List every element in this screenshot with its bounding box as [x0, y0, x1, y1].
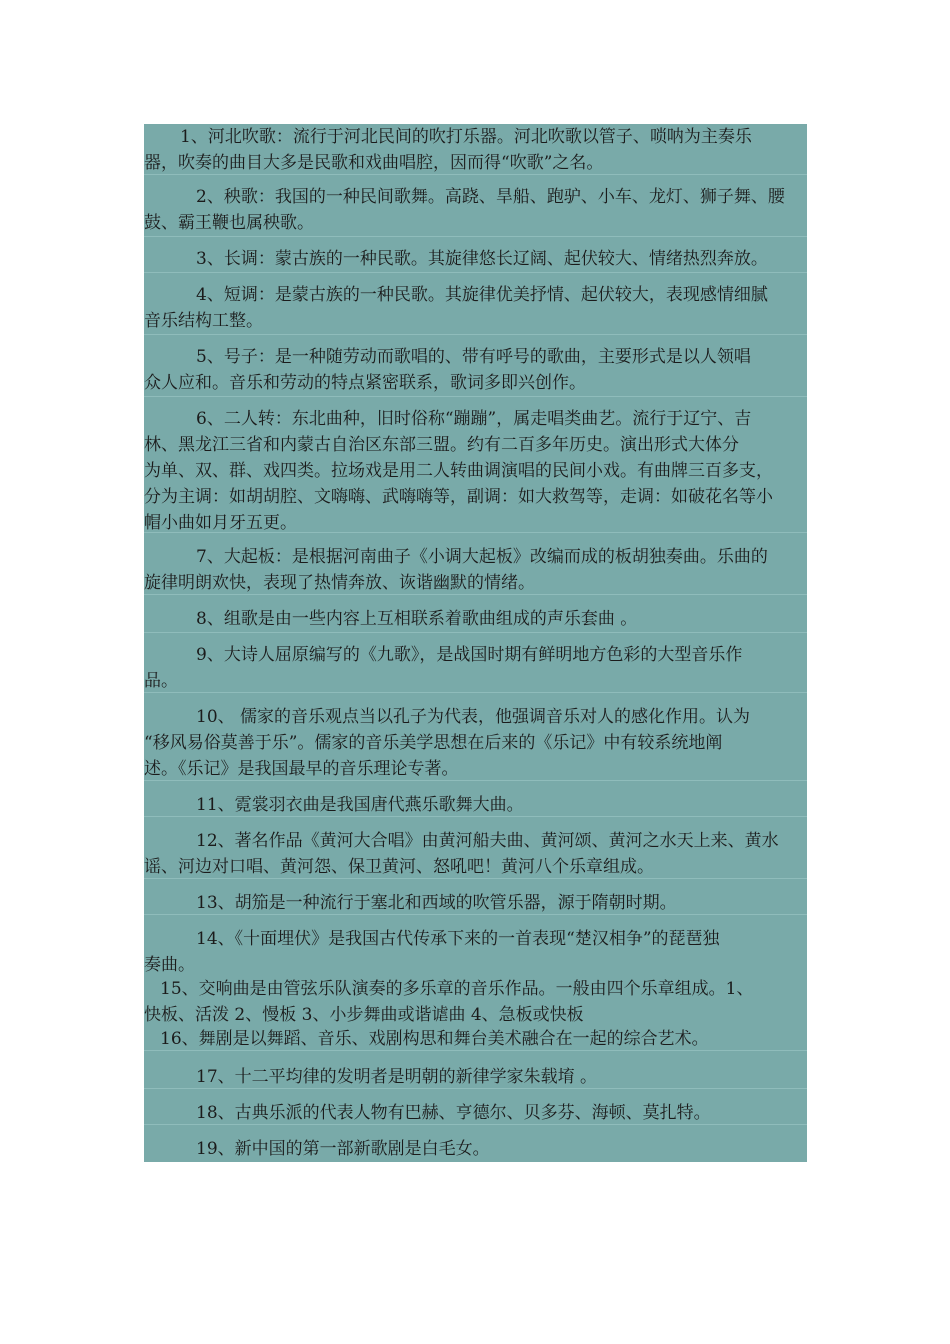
- paragraph-item: [144, 1064, 807, 1090]
- paragraph-line: 17、十二平均律的发明者是明朝的新律学家朱载堉 。: [196, 1067, 598, 1087]
- paragraph-line: 8、组歌是由一些内容上互相联系着歌曲组成的声乐套曲 。: [196, 609, 638, 629]
- paragraph-item: [144, 1136, 807, 1162]
- paragraph-item: [144, 792, 807, 818]
- paragraph-item: [144, 1100, 807, 1126]
- paragraph-line: 林、黑龙江三省和内蒙古自治区东部三盟。约有二百多年历史。演出形式大体分: [144, 435, 739, 455]
- paragraph-line: 鼓、霸王鞭也属秧歌。: [144, 213, 314, 233]
- paragraph-line: 11、霓裳羽衣曲是我国唐代燕乐歌舞大曲。: [196, 795, 524, 815]
- paragraph-line: 16、舞剧是以舞蹈、音乐、戏剧构思和舞台美术融合在一起的综合艺术。: [160, 1029, 709, 1049]
- paragraph-item: [144, 406, 807, 536]
- paragraph-line: 9、大诗人屈原编写的《九歌》，是战国时期有鲜明地方色彩的大型音乐作: [196, 645, 743, 665]
- paragraph-item: [144, 184, 807, 236]
- paragraph-line: 6、二人转：东北曲种，旧时俗称“蹦蹦”，属走唱类曲艺。流行于辽宁、吉: [196, 409, 752, 429]
- paragraph-item: [144, 976, 807, 1028]
- paragraph-line: 谣、河边对口唱、黄河怨、保卫黄河、怒吼吧！黄河八个乐章组成。: [144, 857, 654, 877]
- paragraph-line: 旋律明朗欢快，表现了热情奔放、诙谐幽默的情绪。: [144, 573, 535, 593]
- paragraph-line: 3、长调：蒙古族的一种民歌。其旋律悠长辽阔、起伏较大、情绪热烈奔放。: [196, 249, 768, 269]
- paragraph-item: [144, 246, 807, 272]
- document-panel: [144, 124, 807, 1162]
- paragraph-line: 快板、活泼 2、慢板 3、小步舞曲或谐谑曲 4、急板或快板: [144, 1005, 584, 1025]
- paragraph-line: “移风易俗莫善于乐”。儒家的音乐美学思想在后来的《乐记》中有较系统地阐: [144, 733, 723, 753]
- paragraph-item: [144, 890, 807, 916]
- paragraph-item: [144, 606, 807, 632]
- paragraph-line: 5、号子：是一种随劳动而歌唱的、带有呼号的歌曲，主要形式是以人领唱: [196, 347, 751, 367]
- paragraph-line: 为单、双、群、戏四类。拉场戏是用二人转曲调演唱的民间小戏。有曲牌三百多支，: [144, 461, 773, 481]
- paragraph-line: 18、古典乐派的代表人物有巴赫、亨德尔、贝多芬、海顿、莫扎特。: [196, 1103, 711, 1123]
- row-separator: [144, 334, 807, 335]
- paragraph-line: 分为主调：如胡胡腔、文嗨嗨、武嗨嗨等，副调：如大救驾等，走调：如破花名等小: [144, 487, 773, 507]
- paragraph-line: 述。《乐记》是我国最早的音乐理论专著。: [144, 759, 459, 779]
- paragraph-line: 12、著名作品《黄河大合唱》由黄河船夫曲、黄河颂、黄河之水天上来、黄水: [196, 831, 779, 851]
- paragraph-line: 15、交响曲是由管弦乐队演奏的多乐章的音乐作品。一般由四个乐章组成。1、: [160, 979, 754, 999]
- paragraph-line: 14、《十面埋伏》是我国古代传承下来的一首表现“楚汉相争”的琵琶独: [196, 929, 720, 949]
- paragraph-line: 7、大起板：是根据河南曲子《小调大起板》改编而成的板胡独奏曲。乐曲的: [196, 547, 768, 567]
- row-separator: [144, 396, 807, 397]
- row-separator: [144, 632, 807, 633]
- paragraph-line: 1、河北吹歌：流行于河北民间的吹打乐器。河北吹歌以管子、唢呐为主奏乐: [180, 127, 752, 147]
- row-separator: [144, 272, 807, 273]
- paragraph-line: 10、 儒家的音乐观点当以孔子为代表，他强调音乐对人的感化作用。认为: [196, 707, 751, 727]
- paragraph-line: 音乐结构工整。: [144, 311, 263, 331]
- paragraph-line: 品。: [144, 671, 178, 691]
- paragraph-line: 13、胡笳是一种流行于塞北和西域的吹管乐器，源于隋朝时期。: [196, 893, 677, 913]
- paragraph-line: 帽小曲如月牙五更。: [144, 513, 297, 533]
- row-separator: [144, 236, 807, 237]
- paragraph-item: [144, 124, 807, 176]
- paragraph-line: 2、秧歌：我国的一种民间歌舞。高跷、旱船、跑驴、小车、龙灯、狮子舞、腰: [196, 187, 785, 207]
- paragraph-line: 众人应和。音乐和劳动的特点紧密联系，歌词多即兴创作。: [144, 373, 586, 393]
- paragraph-item: [144, 704, 807, 782]
- paragraph-item: [144, 344, 807, 396]
- paragraph-item: [144, 642, 807, 694]
- paragraph-line: 19、新中国的第一部新歌剧是白毛女。: [196, 1139, 490, 1159]
- paragraph-item: [144, 1026, 807, 1052]
- paragraph-line: 奏曲。: [144, 955, 195, 975]
- paragraph-item: [144, 926, 807, 978]
- paragraph-line: 4、短调：是蒙古族的一种民歌。其旋律优美抒情、起伏较大，表现感情细腻: [196, 285, 768, 305]
- paragraph-item: [144, 282, 807, 334]
- paragraph-item: [144, 544, 807, 596]
- paragraph-line: 器，吹奏的曲目大多是民歌和戏曲唱腔，因而得“吹歌”之名。: [144, 153, 604, 173]
- paragraph-item: [144, 828, 807, 880]
